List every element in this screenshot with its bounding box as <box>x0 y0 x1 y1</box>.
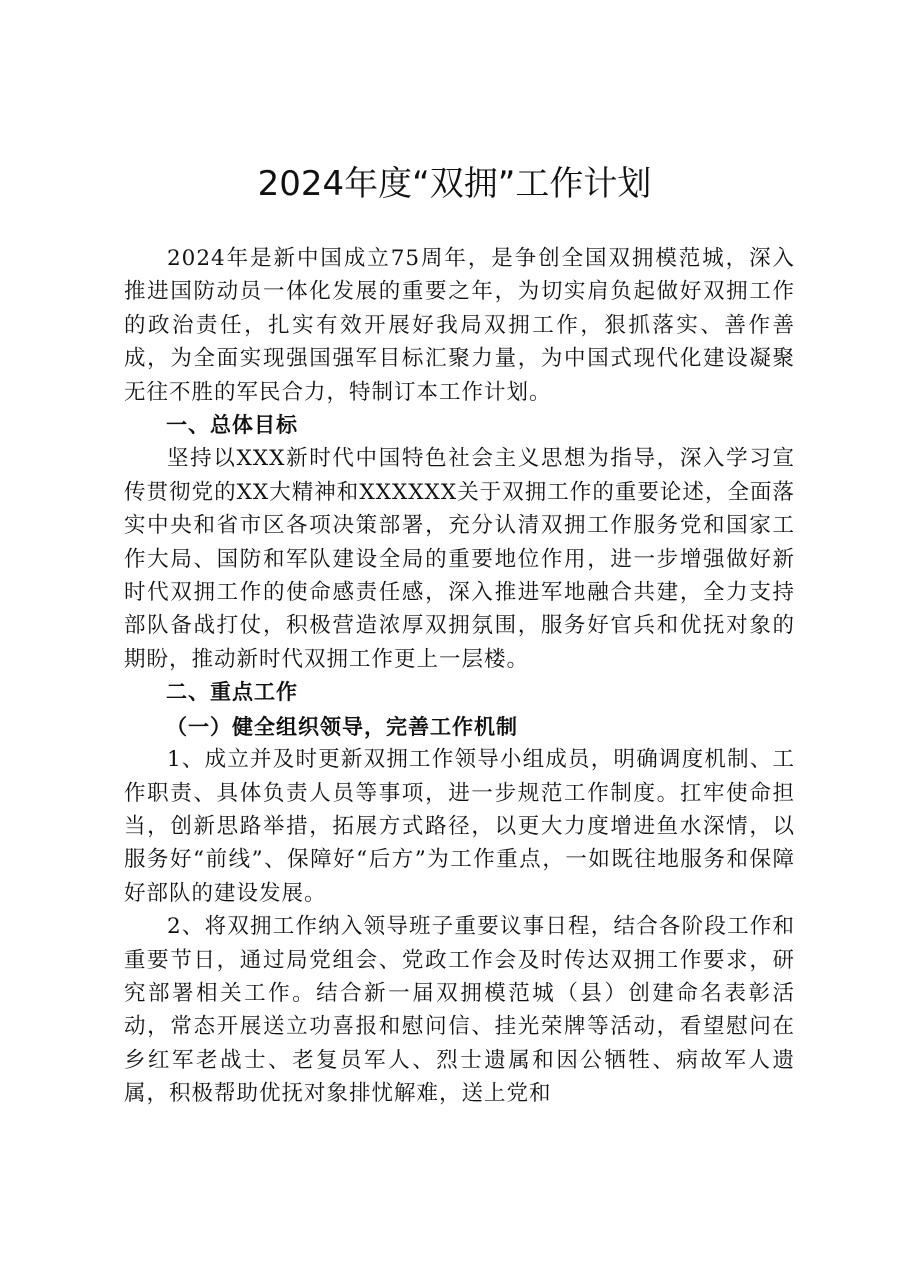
document-title: 2024年度“双拥”工作计划 <box>257 164 652 204</box>
section-heading-key-work: 二、重点工作 <box>166 680 298 705</box>
section-heading-overall-goals: 一、总体目标 <box>166 413 298 438</box>
work-item-2: 2、将双拥工作纳入领导班子重要议事日程，结合各阶段工作和重要节日，通过局党组会、党政工作会及时传达双拥工作要求，研究部署相关工作。结合新一届双拥模范城（县）创建命名表彰活动，常态开展送立功喜报和慰问信、挂光荣牌等活动，看望慰问在乡红军老战士、老复员军人、烈士遗属和因公牺牲、病故军人遗属，积极帮助优抚对象排忧解难，送上党和 <box>124 914 795 1107</box>
work-item-1: 1、成立并及时更新双拥工作领导小组成员，明确调度机制、工作职责、具体负责人员等事项，进一步规范工作制度。扛牢使命担当，创新思路举措，拓展方式路径，以更大力度增进鱼水深情，以服务好“前线”、保障好“后方”为工作重点，一如既往地服务和保障好部队的建设发展。 <box>124 747 795 906</box>
intro-paragraph: 2024年是新中国成立75周年，是争创全国双拥模范城，深入推进国防动员一体化发展的重要之年，为切实肩负起做好双拥工作的政治责任，扎实有效开展好我局双拥工作，狠抓落实、善作善成，为全面实现强国强军目标汇聚力量，为中国式现代化建设凝聚无往不胜的军民合力，特制订本工作计划。 <box>124 246 795 405</box>
overall-goals-paragraph: 坚持以XXX新时代中国特色社会主义思想为指导，深入学习宣传贯彻党的XX大精神和XXXXXX关于双拥工作的重要论述，全面落实中央和省市区各项决策部署，充分认清双拥工作服务党和国家工作大局、国防和军队建设全局的重要地位作用，进一步增强做好新时代双拥工作的使命感责任感，深入推进军地融合共建，全力支持部队备战打仗，积极营造浓厚双拥氛围，服务好官兵和优抚对象的期盼，推动新时代双拥工作更上一层楼。 <box>124 446 795 672</box>
document-body <box>124 242 795 1111</box>
subsection-heading-organization: （一）健全组织领导，完善工作机制 <box>166 713 518 739</box>
